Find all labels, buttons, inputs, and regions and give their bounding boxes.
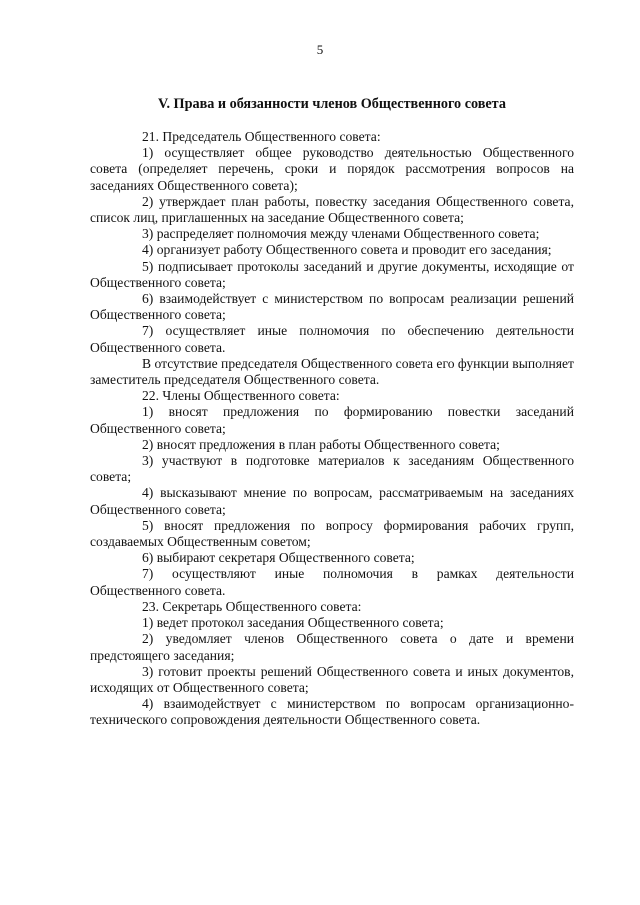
paragraph-22-item-4: 4) высказывают мнение по вопросам, рассматриваемым на заседаниях Общественного совета;	[90, 485, 574, 517]
paragraph-23-item-2: 2) уведомляет членов Общественного совета о дате и времени предстоящего заседания;	[90, 631, 574, 663]
paragraph-22-heading: 22. Члены Общественного совета:	[142, 388, 340, 404]
paragraph-23-item-4: 4) взаимодействует с министерством по вопросам организационно-технического сопровождения деятельности Общественного совета.	[90, 696, 574, 728]
paragraph-21-item-1: 1) осуществляет общее руководство деятельностью Общественного совета (определяет перечень, сроки и порядок рассмотрения вопросов на заседаниях Общественного совета);	[90, 145, 574, 193]
paragraph-21-heading: 21. Председатель Общественного совета:	[142, 129, 381, 144]
paragraph-23-item-1: 1) ведет протокол заседания Общественного совета;	[142, 615, 444, 631]
paragraph-22-item-1: 1) вносят предложения по формированию повестки заседаний Общественного совета;	[90, 404, 574, 436]
paragraph-21-item-2: 2) утверждает план работы, повестку заседания Общественного совета, список лиц, приглашенных на заседание Общественного совета;	[90, 193, 574, 226]
paragraph-21-item-7: 7) осуществляет иные полномочия по обеспечению деятельности Общественного совета.	[90, 323, 574, 355]
paragraph-21-deputy-note: В отсутствие председателя Общественного совета его функции выполняет заместитель председателя Общественного совета.	[90, 355, 574, 388]
paragraph-22-item-2: 2) вносят предложения в план работы Общественного совета;	[142, 436, 500, 452]
paragraph-21-item-4: 4) организует работу Общественного совета и проводит его заседания;	[142, 242, 552, 258]
paragraph-22-item-5: 5) вносят предложения по вопросу формирования рабочих групп, создаваемых Общественным советом;	[90, 517, 574, 550]
section-title: V. Права и обязанности членов Общественного совета	[158, 96, 506, 112]
paragraph-21-item-6: 6) взаимодействует с министерством по вопросам реализации решений Общественного совета;	[90, 291, 574, 323]
paragraph-22-item-7: 7) осуществляют иные полномочия в рамках деятельности Общественного совета.	[90, 566, 574, 598]
paragraph-23-item-3: 3) готовит проекты решений Общественного совета и иных документов, исходящих от Общественного совета;	[90, 663, 574, 695]
document-body	[90, 129, 574, 729]
paragraph-23-heading: 23. Секретарь Общественного совета:	[142, 598, 362, 614]
page-number: 5	[316, 42, 324, 57]
paragraph-21-item-3: 3) распределяет полномочия между членами Общественного совета;	[142, 226, 540, 242]
paragraph-22-item-6: 6) выбирают секретаря Общественного совета;	[142, 550, 415, 566]
paragraph-22-item-3: 3) участвуют в подготовке материалов к заседаниям Общественного совета;	[90, 453, 574, 485]
paragraph-21-item-5: 5) подписывает протоколы заседаний и другие документы, исходящие от Общественного совета;	[90, 258, 574, 290]
